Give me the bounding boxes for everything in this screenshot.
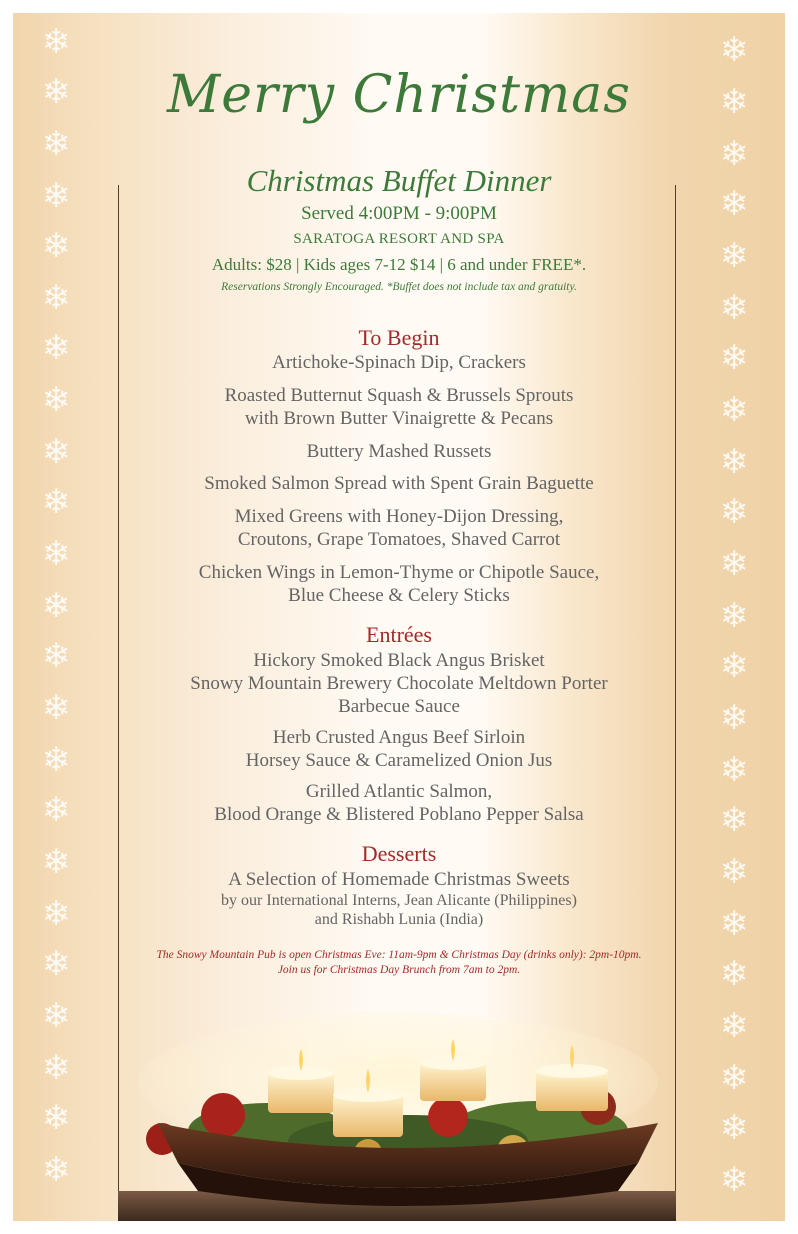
snowflake-icon: ❄ (41, 740, 71, 780)
menu-item: Smoked Salmon Spread with Spent Grain Baguette (204, 473, 594, 494)
snowflake-icon: ❄ (719, 954, 749, 994)
snowflake-icon: ❄ (719, 338, 749, 378)
snowflake-icon: ❄ (719, 442, 749, 482)
snowflake-icon: ❄ (41, 636, 71, 676)
page-title: Merry Christmas (167, 65, 631, 125)
snowflake-icon: ❄ (41, 380, 71, 420)
price-line: Adults: $28 | Kids ages 7-12 $14 | 6 and under FREE*. (211, 255, 587, 274)
snowflake-icon: ❄ (41, 1150, 71, 1190)
snowflake-icon: ❄ (41, 534, 71, 574)
snowflake-icon: ❄ (41, 226, 71, 266)
red-ornament (428, 1097, 468, 1137)
snowflake-icon: ❄ (719, 390, 749, 430)
menu-item-detail: Snowy Mountain Brewery Chocolate Meltdown Porter (190, 673, 608, 694)
snowflake-icon: ❄ (41, 278, 71, 318)
snowflake-icon: ❄ (719, 492, 749, 532)
menu-item: Herb Crusted Angus Beef Sirloin (272, 727, 526, 748)
menu-item-detail: Blood Orange & Blistered Poblano Pepper Salsa (214, 804, 584, 825)
section-heading-entrees: Entrées (366, 622, 432, 647)
menu-item-detail: and Rishabh Lunia (India) (314, 911, 484, 928)
reservation-note: Reservations Strongly Encouraged. *Buffet does not include tax and gratuity. (221, 281, 577, 293)
menu-item-detail: Barbecue Sauce (338, 696, 460, 717)
menu-item: Chicken Wings in Lemon-Thyme or Chipotle Sauce, (198, 562, 600, 583)
snowflake-icon: ❄ (41, 1098, 71, 1138)
snowflake-icon: ❄ (41, 124, 71, 164)
snowflake-icon: ❄ (41, 842, 71, 882)
snowflake-icon: ❄ (41, 894, 71, 934)
snowflake-icon: ❄ (41, 432, 71, 472)
snowflake-icon: ❄ (719, 646, 749, 686)
snowflake-icon: ❄ (719, 288, 749, 328)
menu-page (13, 13, 785, 1221)
footer-note-hours: The Snowy Mountain Pub is open Christmas Eve: 11am-9pm & Christmas Day (drinks only): 2pm-10pm. (156, 949, 642, 961)
snowflake-icon: ❄ (719, 1108, 749, 1148)
menu-item-detail: Horsey Sauce & Caramelized Onion Jus (245, 750, 553, 771)
snowflake-icon: ❄ (719, 698, 749, 738)
snowflake-icon: ❄ (719, 904, 749, 944)
snowflake-icon: ❄ (719, 1006, 749, 1046)
snowflake-icon: ❄ (41, 586, 71, 626)
footer-note-brunch: Join us for Christmas Day Brunch from 7am to 2pm. (277, 964, 521, 976)
snowflake-icon: ❄ (41, 482, 71, 522)
snowflake-icon: ❄ (41, 176, 71, 216)
served-hours: Served 4:00PM - 9:00PM (301, 203, 497, 224)
snowflake-icon: ❄ (719, 82, 749, 122)
snowflake-icon: ❄ (719, 30, 749, 70)
snowflake-icon: ❄ (719, 1058, 749, 1098)
snowflake-icon: ❄ (719, 800, 749, 840)
section-heading-to-begin: To Begin (358, 325, 440, 350)
candle-bowl-illustration (118, 1013, 676, 1221)
snowflake-icon: ❄ (41, 22, 71, 62)
snowflake-icon: ❄ (719, 1160, 749, 1200)
menu-item: Grilled Atlantic Salmon, (305, 781, 493, 802)
snowflake-icon: ❄ (719, 134, 749, 174)
menu-item-detail: Blue Cheese & Celery Sticks (288, 585, 510, 606)
snowflake-icon: ❄ (41, 72, 71, 112)
snowflake-icon: ❄ (719, 596, 749, 636)
menu-item: Roasted Butternut Squash & Brussels Sprouts (224, 385, 574, 406)
snowflake-icon: ❄ (41, 996, 71, 1036)
menu-item-detail: by our International Interns, Jean Alicante (Philippines) (221, 892, 577, 909)
section-heading-desserts: Desserts (361, 841, 437, 866)
snowflake-icon: ❄ (41, 328, 71, 368)
menu-item: Mixed Greens with Honey-Dijon Dressing, (234, 506, 564, 527)
event-subtitle: Christmas Buffet Dinner (246, 163, 552, 198)
snowflake-icon: ❄ (719, 184, 749, 224)
menu-item-detail: Croutons, Grape Tomatoes, Shaved Carrot (237, 529, 561, 550)
snowflake-icon: ❄ (719, 852, 749, 892)
menu-item: Hickory Smoked Black Angus Brisket (253, 650, 545, 671)
snowflake-icon: ❄ (719, 544, 749, 584)
snowflake-icon: ❄ (41, 688, 71, 728)
snowflake-icon: ❄ (41, 790, 71, 830)
menu-item: Artichoke-Spinach Dip, Crackers (272, 352, 526, 373)
menu-item: Buttery Mashed Russets (306, 441, 492, 462)
menu-item: A Selection of Homemade Christmas Sweets (228, 869, 570, 890)
snowflake-icon: ❄ (41, 944, 71, 984)
snowflake-icon: ❄ (719, 236, 749, 276)
venue-name: SARATOGA RESORT AND SPA (293, 231, 505, 247)
snowflake-icon: ❄ (719, 750, 749, 790)
red-ornament (201, 1093, 245, 1137)
menu-item-detail: with Brown Butter Vinaigrette & Pecans (244, 408, 554, 429)
snowflake-icon: ❄ (41, 1048, 71, 1088)
